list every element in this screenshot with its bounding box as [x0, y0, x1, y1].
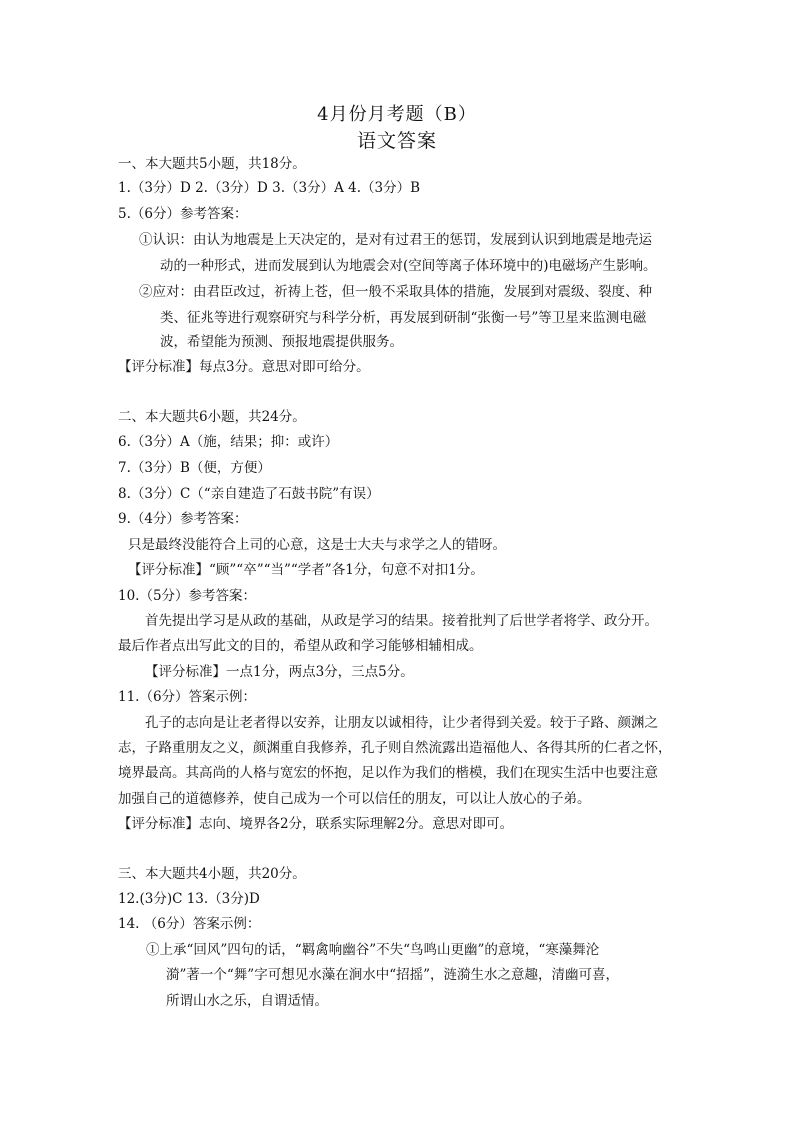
q11-answer-line-4: 加强自己的道德修养，使自己成为一个可以信任的朋友，可以让人放心的子弟。 [118, 791, 591, 807]
q14-point-1-line-1: ①上承“回风”四句的话，“羁禽响幽谷”不失“鸟鸣山更幽”的意境，“寒藻舞沦 [146, 942, 600, 958]
q11-scoring: 【评分标准】志向、境界各2分，联系实际理解2分。意思对即可。 [118, 816, 514, 832]
q10-answer-line-2: 最后作者点出写此文的目的，希望从政和学习能够相辅相成。 [118, 638, 483, 654]
q11-answer-line-2: 志，子路重朋友之义，颜渊重自我修养，孔子则自然流露出造福他人、各得其所的仁者之怀， [118, 740, 672, 756]
q9-answer: 只是最终没能符合上司的心意，这是士大夫与求学之人的错呀。 [128, 537, 506, 553]
q5-point-2-line-3: 波，希望能为预测、预报地震提供服务。 [160, 334, 403, 350]
q5-point-2-line-1: ②应对：由君臣改过，祈祷上苍，但一般不采取具体的措施，发展到对震级、裂度、种 [139, 284, 652, 300]
q10-answer-line-1: 首先提出学习是从政的基础，从政是学习的结果。接着批判了后世学者将学、政分开。 [145, 613, 658, 629]
q9-heading: 9.（4分）参考答案： [118, 511, 248, 527]
q7-answer: 7.（3分）B（便，方便） [118, 460, 271, 476]
exam-title: 4月份月考题（B） [317, 104, 477, 125]
q1-4-answers: 1.（3分）D 2.（3分）D 3.（3分）A 4.（3分）B [118, 180, 421, 196]
q14-point-1-line-3: 所谓山水之乐，自谓适情。 [166, 993, 328, 1009]
q11-heading: 11.（6分）答案示例： [118, 689, 257, 705]
q6-answer: 6.（3分）A（施，结果；抑：或许） [118, 434, 339, 450]
q11-answer-line-1: 孔子的志向是让老者得以安养，让朋友以诚相待，让少者得到关爱。较于子路、颜渊之 [145, 715, 658, 731]
q9-scoring: 【评分标准】“顾”“卒”“当”“学者”各1分，句意不对扣1分。 [128, 562, 484, 578]
q5-heading: 5.（6分）参考答案： [118, 206, 248, 222]
q14-point-1-line-2: 漪”著一个“舞”字可想见水藻在涧水中“招摇”，涟漪生水之意趣，清幽可喜， [166, 967, 620, 983]
q5-scoring: 【评分标准】每点3分。意思对即可给分。 [118, 359, 370, 375]
q14-heading: 14. （6分）答案示例： [118, 916, 261, 932]
exam-subtitle: 语文答案 [356, 130, 437, 152]
q12-13-answers: 12.(3分)C 13.（3分)D [118, 891, 260, 907]
q10-scoring: 【评分标准】一点1分，两点3分，三点5分。 [145, 664, 414, 680]
q8-answer: 8.（3分）C（“亲自建造了石鼓书院”有误） [118, 486, 380, 502]
q5-point-1-line-1: ①认识：由认为地震是上天决定的，是对有过君王的惩罚，发展到认识到地震是地壳运 [139, 232, 652, 248]
q10-heading: 10.（5分）参考答案： [118, 588, 257, 604]
section-1-heading: 一、本大题共5小题，共18分。 [118, 156, 306, 172]
q5-point-1-line-2: 动的一种形式，进而发展到认为地震会对(空间等离子体环境中的)电磁场产生影响。 [160, 258, 657, 274]
q5-point-2-line-2: 类、征兆等进行观察研究与科学分析，再发展到研制“张衡一号”等卫星来监测电磁 [160, 310, 647, 326]
q11-answer-line-3: 境界最高。其高尚的人格与宽宏的怀抱，足以作为我们的楷模，我们在现实生活中也要注意 [118, 765, 658, 781]
section-2-heading: 二、本大题共6小题，共24分。 [118, 409, 306, 425]
section-3-heading: 三、本大题共4小题，共20分。 [118, 866, 306, 882]
